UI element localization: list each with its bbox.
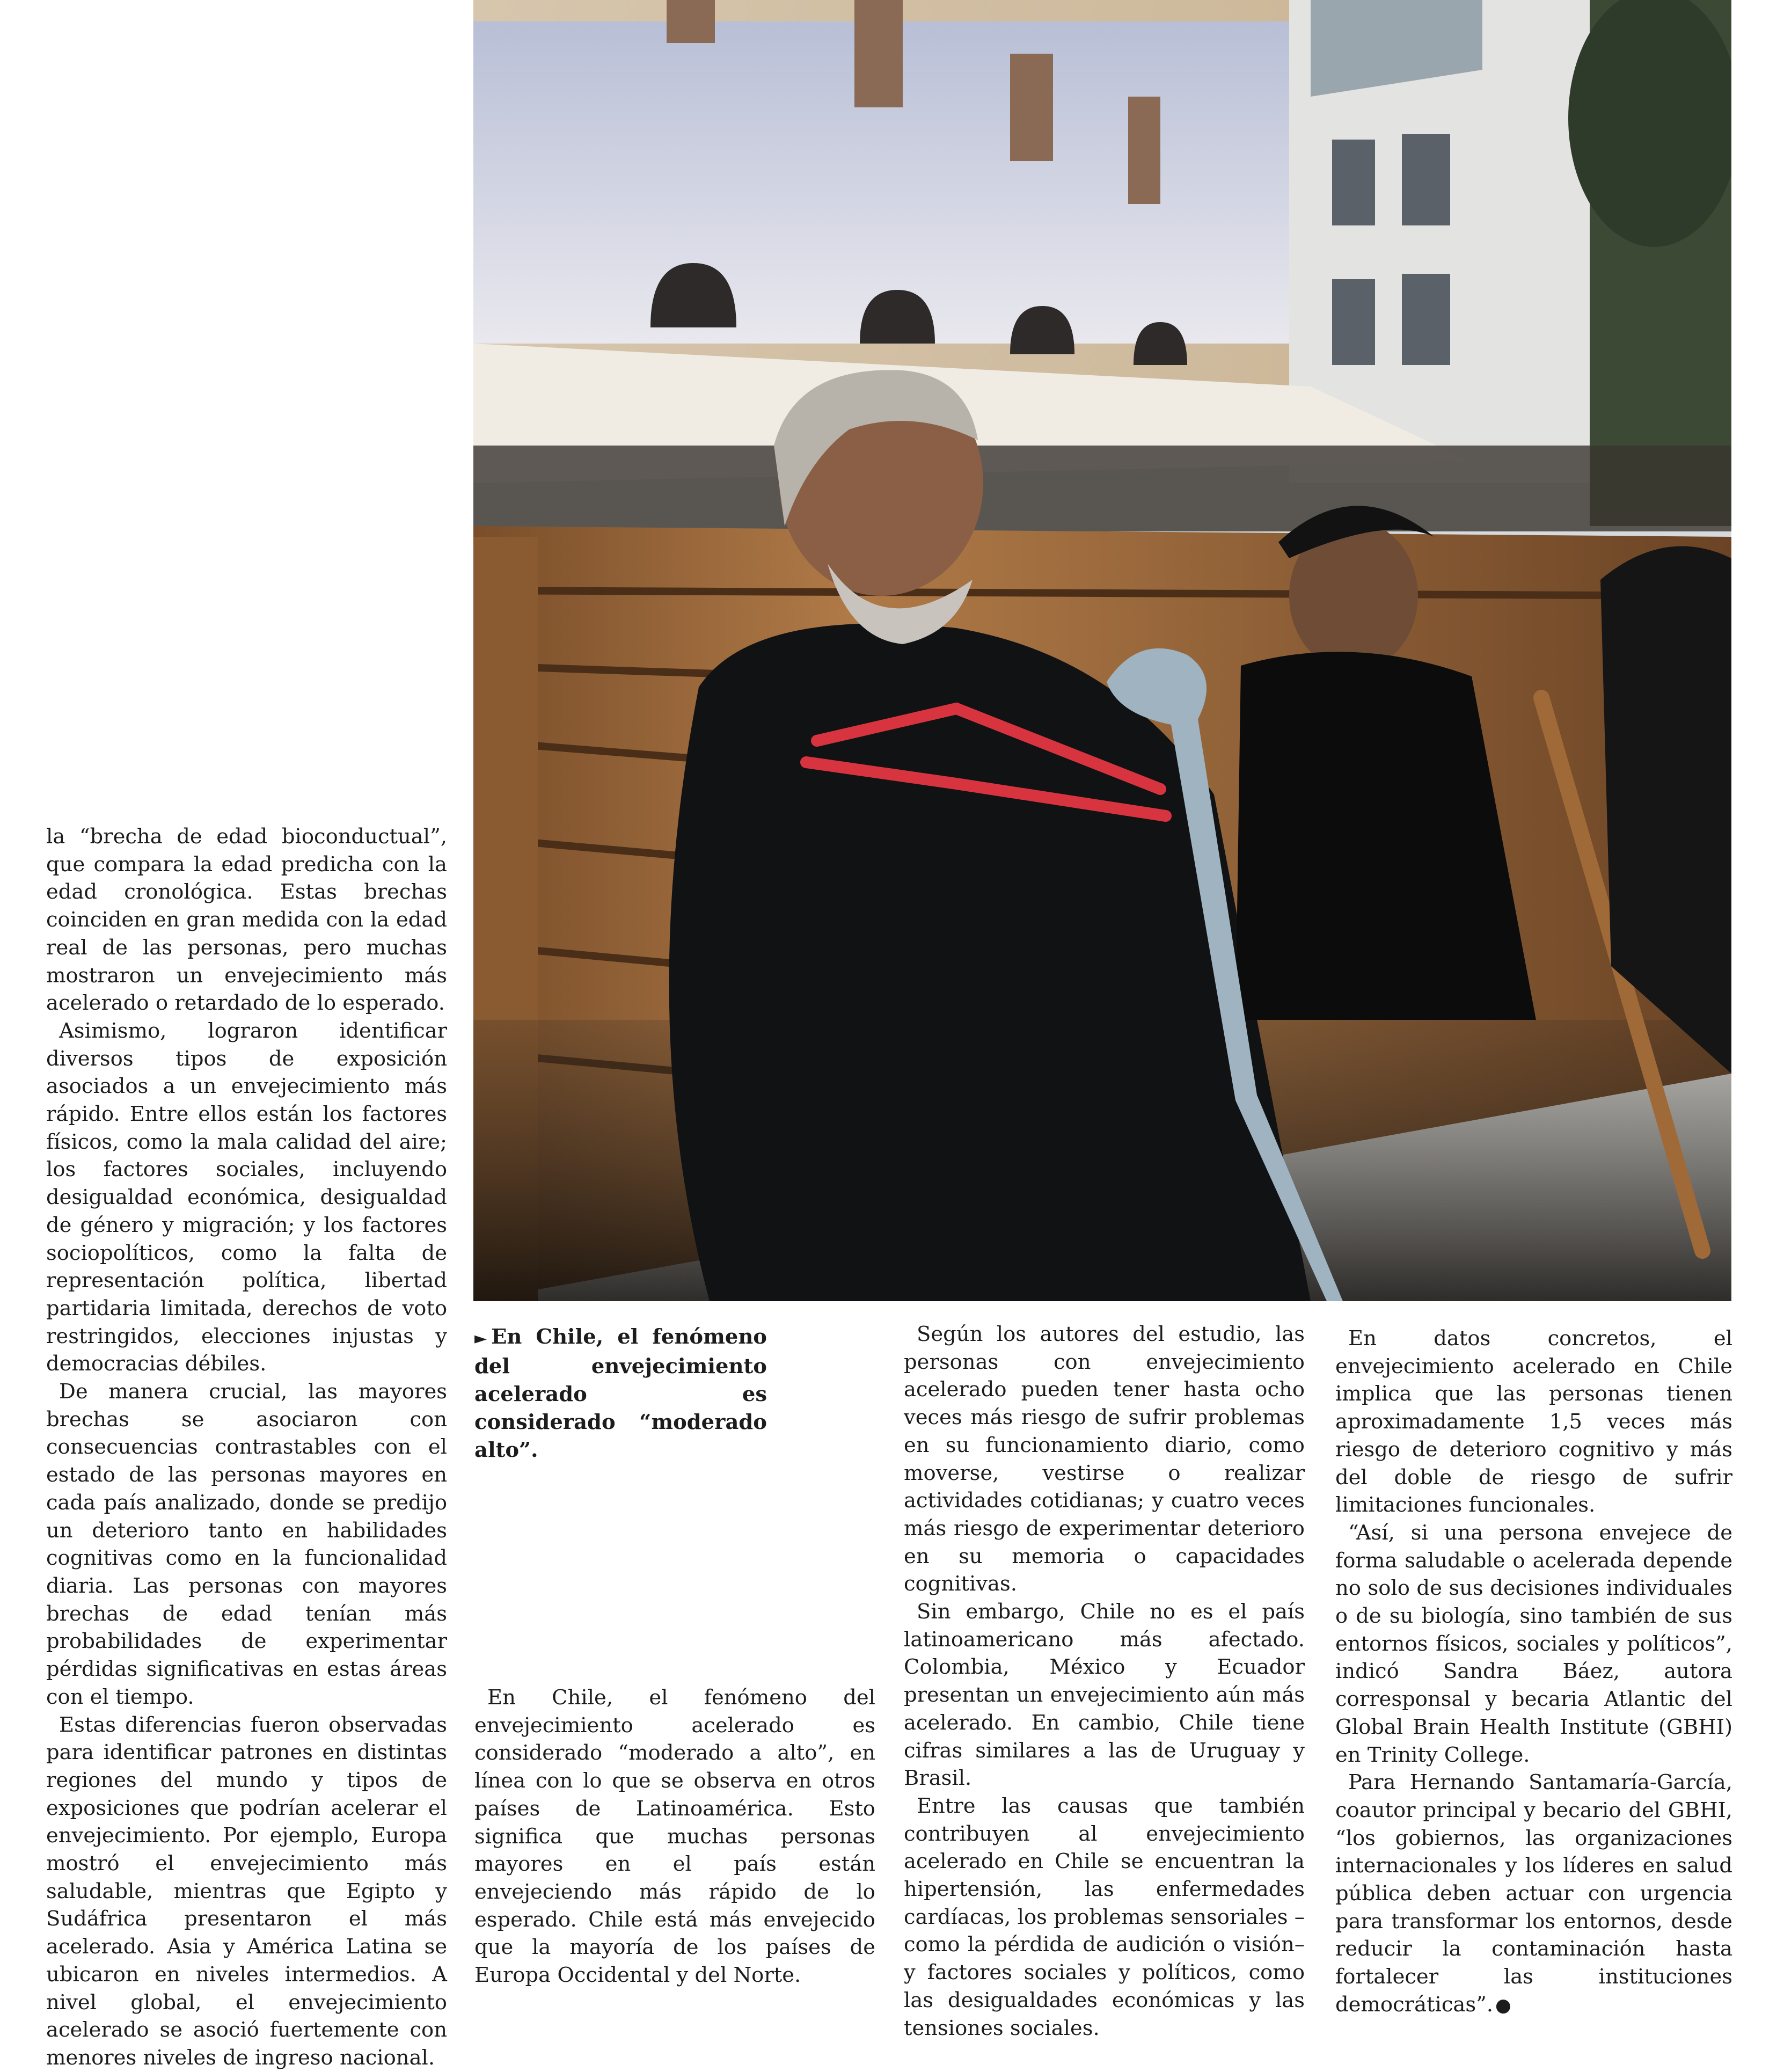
paragraph: Entre las causas que también contribuyen al envejecimiento acelerado en Chile se encuentran la hipertensión, las enfermedades cardíacas, los problemas sensoriales –como la pérdida de audición o visión– y factores sociales y políticos, como las desigualdades económicas y las tensiones sociales. bbox=[904, 1793, 1305, 2040]
paragraph: “Así, si una persona envejece de forma saludable o acelerada depende no solo de sus decisiones individuales o de su biología, sino también de sus entornos físicos, sociales y políticos”, indicó Sandra Báez, autora corresponsal y becaria Atlantic del Global Brain Health Institute (GBHI) en Trinity College. bbox=[1335, 1520, 1732, 1767]
article-column-3 bbox=[904, 1320, 1305, 2042]
paragraph: Sin embargo, Chile no es el país latinoamericano más afectado. Colombia, México y Ecuador presentan un envejecimiento aún más acelerado. En cambio, Chile tiene cifras similares a las de Uruguay y Brasil. bbox=[904, 1600, 1305, 1791]
caption-arrow-icon: ► bbox=[474, 1329, 487, 1348]
paragraph: Estas diferencias fueron observadas para identificar patrones en distintas regiones del mundo y tipos de exposiciones que podrían acelerar el envejecimiento. Por ejemplo, Europa mostró el envejecimiento más saludable, mientras que Egipto y Sudáfrica presentaron el más acelerado. Asia y América Latina se ubicaron en niveles intermedios. A nivel global, el envejecimiento acelerado se asoció fuertemente con menores niveles de ingreso nacional. bbox=[46, 1712, 447, 2070]
paragraph: Asimismo, lograron identificar diversos tipos de exposición asociados a un envejecimiento más rápido. Entre ellos están los factores físicos, como la mala calidad del aire; los factores sociales, incluyendo desigualdad económica, desigualdad de género y migración; y los factores sociopolíticos, como la falta de representación política, libertad partidaria limitada, derechos de voto restringidos, elecciones injustas y democracias débiles. bbox=[46, 1018, 447, 1376]
caption-text: En Chile, el fenómeno del envejecimiento acelerado es considerado “moderado alto”. bbox=[474, 1325, 767, 1462]
paragraph: De manera crucial, las mayores brechas se asociaron con consecuencias contrastables con el estado de las personas mayores en cada país analizado, donde se predijo un deterioro tanto en habilidades cognitivas como en la funcionalidad diaria. Las personas con mayores brechas de edad tenían más probabilidades de experimentar pérdidas significativas en estas áreas con el tiempo. bbox=[46, 1380, 447, 1709]
paragraph: En Chile, el fenómeno del envejecimiento acelerado es considerado “moderado a alto”, en línea con lo que se observa en otros países de Latinoamérica. Esto significa que muchas personas mayores en el país están envejeciendo más rápido de lo esperado. Chile está más envejecido que la mayoría de los países de Europa Occidental y del Norte. bbox=[474, 1686, 875, 1988]
article-photo bbox=[473, 0, 1731, 1301]
paragraph: En datos concretos, el envejecimiento acelerado en Chile implica que las personas tienen aproximadamente 1,5 veces más riesgo de deterioro cognitivo y más del doble de riesgo de sufrir limitaciones funcionales. bbox=[1335, 1326, 1732, 1517]
article-column-2 bbox=[474, 1684, 875, 1989]
paragraph: la “brecha de edad bioconductual”, que compara la edad predicha con la edad cronológica. Estas brechas coinciden en gran medida con la edad real de las personas, pero muchas mostraron un envejecimiento más acelerado o retardado de lo esperado. bbox=[46, 825, 447, 1016]
paragraph-final bbox=[1335, 1769, 1732, 2019]
article-column-1 bbox=[46, 823, 447, 2072]
article-column-4 bbox=[1335, 1325, 1732, 2020]
photo-caption bbox=[474, 1323, 767, 1464]
paragraph: Según los autores del estudio, las personas con envejecimiento acelerado pueden tener hasta ocho veces más riesgo de sufrir problemas en su funcionamiento diario, como moverse, vestirse o realizar actividades cotidianas; y cuatro veces más riesgo de experimentar deterioro en su memoria o capacidades cognitivas. bbox=[904, 1322, 1305, 1596]
paragraph-text: Para Hernando Santamaría-García, coautor principal y becario del GBHI, “los gobiernos, las organizaciones internacionales y los líderes en salud pública deben actuar con urgencia para transformar los entornos, desde reducir la contaminación hasta fortalecer las instituciones democráticas”. bbox=[1335, 1770, 1732, 2017]
end-of-article-icon: ● bbox=[1495, 1994, 1511, 2016]
